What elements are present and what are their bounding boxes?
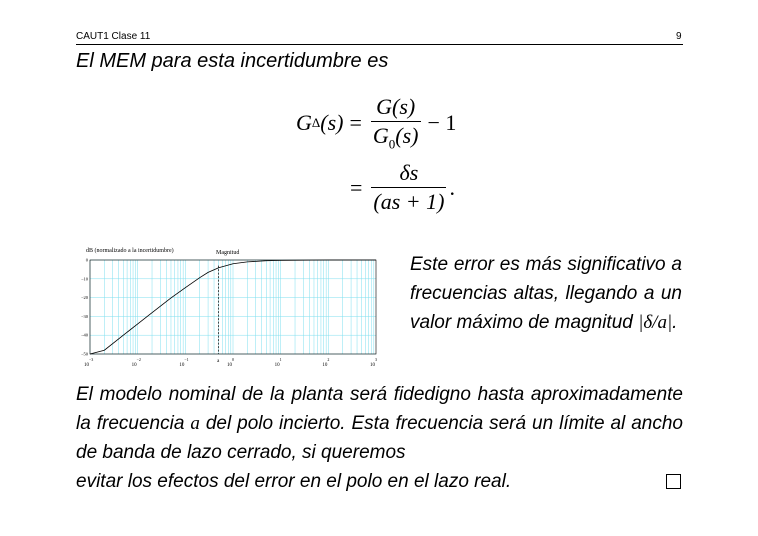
x-tick-exponent: 0: [232, 357, 234, 362]
para-last-line: [76, 467, 683, 496]
para-math-a: a: [190, 413, 200, 434]
equation: [290, 94, 490, 224]
para-last-text: evitar los efectos del error en el polo en el lazo real.: [76, 471, 512, 492]
x-tick-exponent: −3: [89, 357, 94, 362]
frac1-numerator: G(s): [376, 94, 416, 119]
equation-row-1: [296, 94, 456, 152]
frac1-den-sub: 0: [388, 136, 396, 152]
para-part2: del polo incierto. Esta frecuencia será un límite al ancho de banda de lazo cerrado, si queremos: [76, 413, 683, 463]
x-tick-base: 10: [370, 363, 375, 368]
fraction-1: [371, 94, 421, 152]
eq-equals-2: =: [350, 174, 363, 200]
frac2-numerator: δs: [399, 160, 419, 185]
plot-ylabel: dB (normalizado a la incertidumbre): [86, 248, 174, 254]
frac1-denominator: [371, 121, 421, 152]
frac2-denominator: (as + 1): [373, 189, 445, 214]
y-tick-label: 0: [85, 257, 88, 263]
equation-row-2: [350, 160, 455, 215]
side-text: [410, 250, 682, 337]
plot-title: Magnitud: [216, 250, 240, 256]
y-tick-label: −30: [80, 313, 88, 319]
eq-lhs-g: G: [296, 110, 312, 136]
header-course: CAUT1 Clase 11: [76, 31, 151, 42]
x-tick-base: 10: [179, 363, 185, 368]
header-page-number: 9: [676, 31, 682, 42]
side-text-body: Este error es más significativo a frecuencias altas, llegando a un valor máximo de magnitud: [410, 254, 682, 333]
x-tick-exponent: 3: [375, 357, 377, 362]
x-tick-base: 10: [274, 363, 280, 368]
side-text-end: .: [672, 312, 678, 333]
x-tick-base: 10: [322, 363, 328, 368]
x-tick-base: 10: [131, 363, 137, 368]
x-tick-exponent: 2: [327, 357, 330, 362]
x-tick-exponent: −1: [184, 357, 189, 362]
y-tick-label: −50: [80, 351, 88, 357]
y-tick-label: −40: [80, 332, 88, 338]
eq-equals-1: =: [349, 110, 362, 136]
magnitude-plot: [80, 244, 382, 374]
frac1-den-arg: (s): [395, 123, 419, 148]
eq-period: .: [449, 174, 455, 200]
fraction-2: [371, 160, 446, 215]
eq-lhs-arg: (s): [320, 110, 344, 136]
main-paragraph: [76, 380, 683, 496]
x-tick-base: 10: [227, 363, 232, 368]
plot-x-ticks: [84, 357, 377, 368]
frac1-den-g: G: [372, 123, 389, 148]
x-tick-exponent: −2: [136, 357, 141, 362]
eq-minus-one: − 1: [427, 110, 457, 136]
para-part1: El modelo nominal de la planta será fidedigno hasta aproximadamente la frecuencia: [76, 384, 683, 434]
plot-marker-label: a: [217, 359, 220, 364]
x-tick-exponent: 1: [279, 357, 282, 362]
side-text-math: |δ/a|: [638, 312, 673, 333]
plot-grid: [90, 260, 376, 354]
y-tick-label: −20: [80, 295, 88, 301]
intro-text: El MEM para esta incertidumbre es: [76, 50, 389, 72]
header-rule: [76, 44, 683, 45]
plot-y-ticks: [81, 258, 89, 357]
x-tick-base: 10: [84, 363, 89, 368]
y-tick-label: −10: [80, 276, 88, 282]
eq-lhs-sub: Δ: [311, 115, 321, 131]
qed-square-icon: [666, 474, 681, 489]
